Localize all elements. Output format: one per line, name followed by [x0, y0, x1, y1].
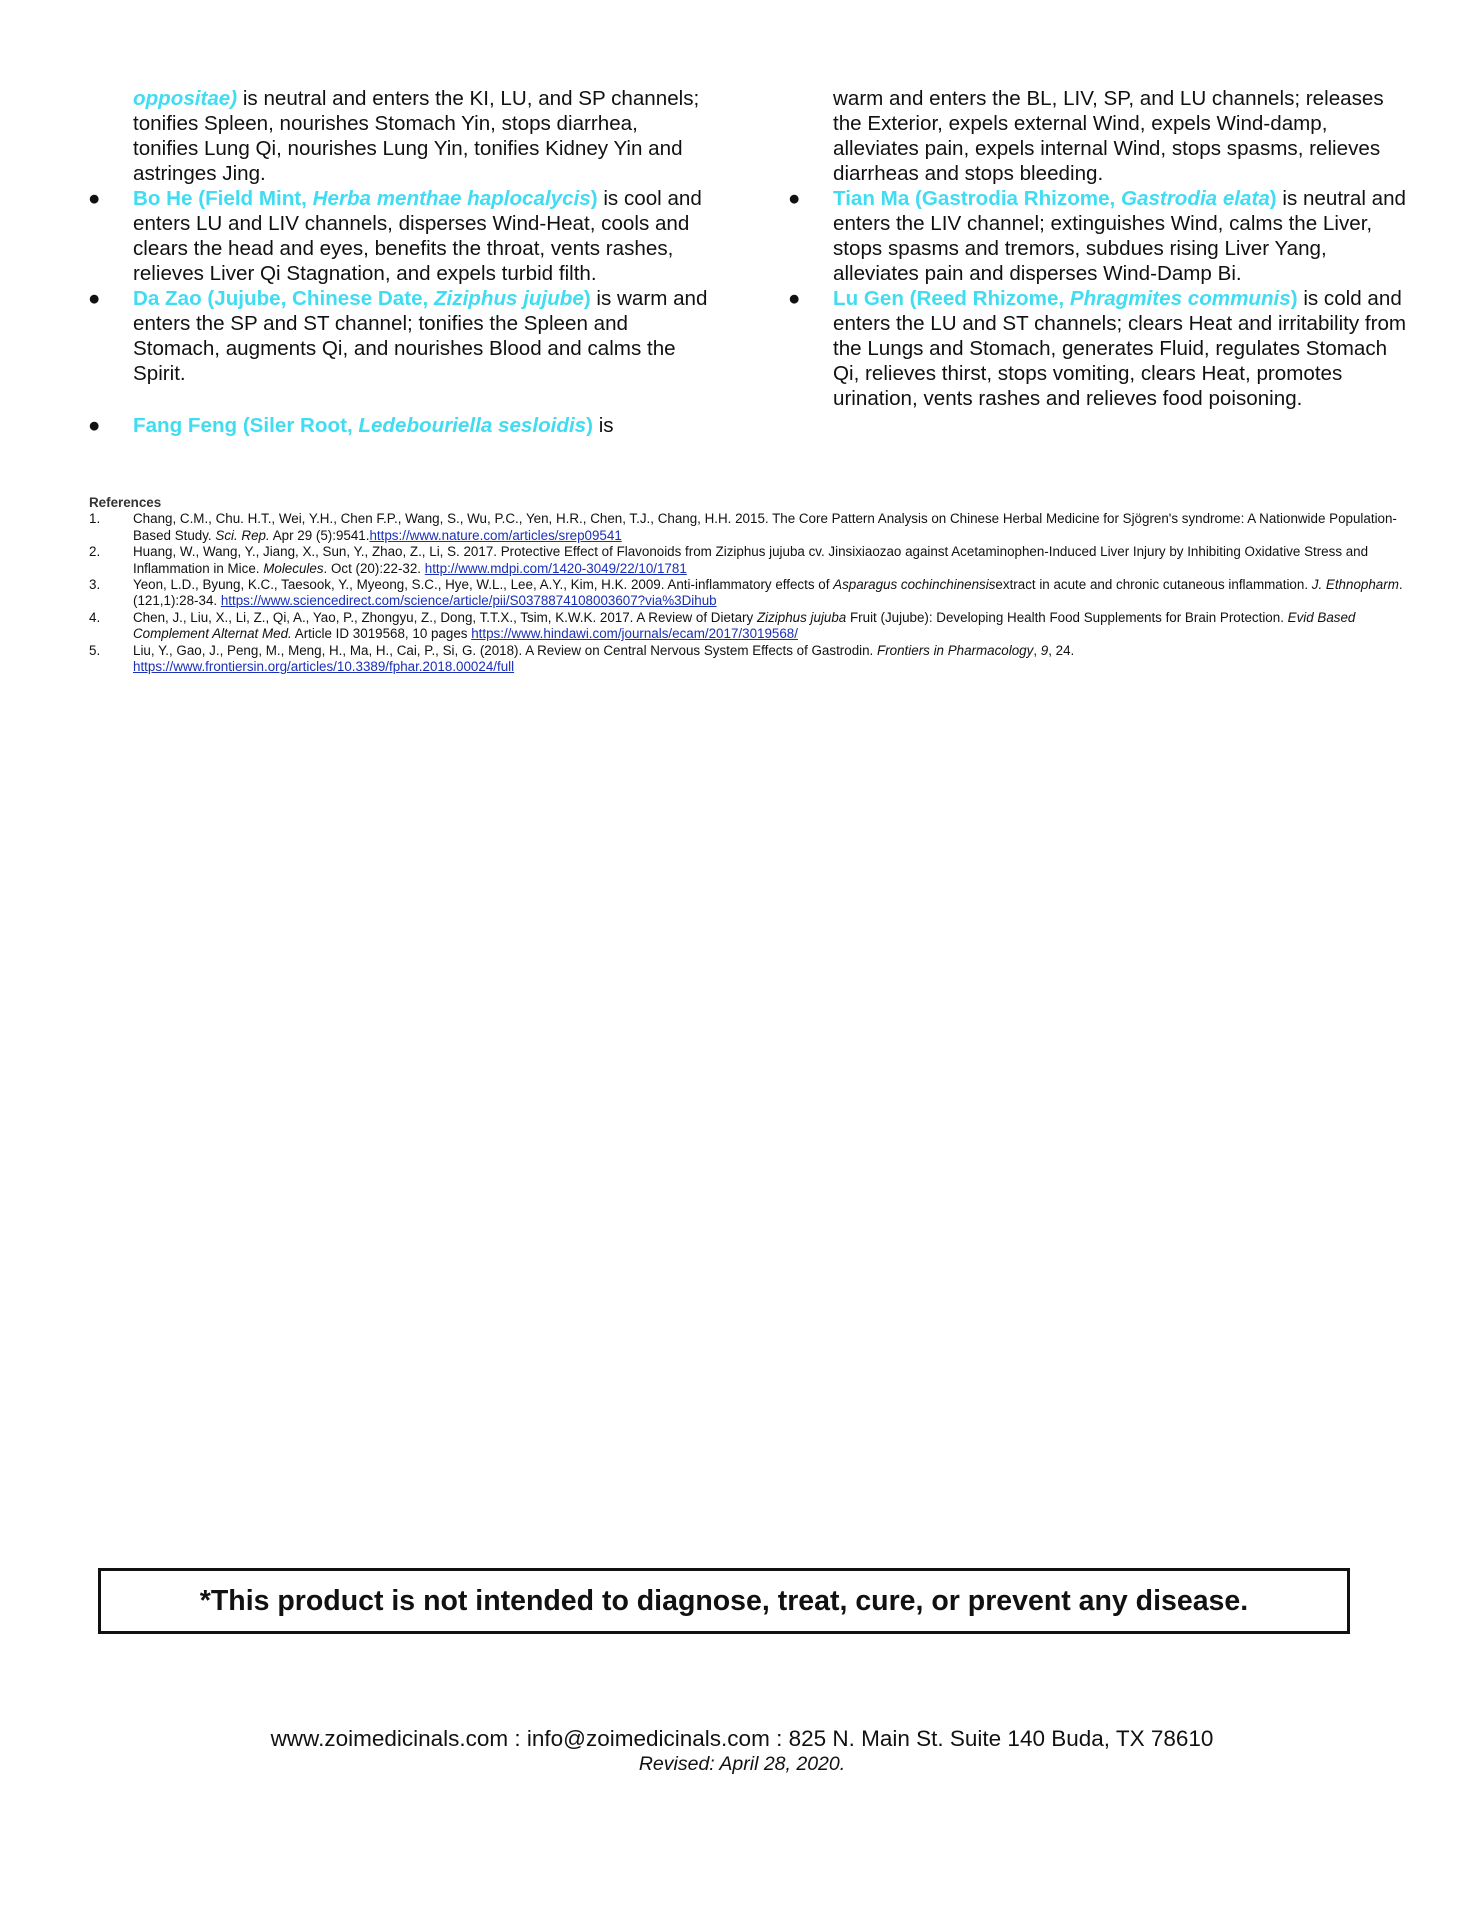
reference-link[interactable]: https://www.frontiersin.org/articles/10.3389/fphar.2018.00024/full — [133, 659, 515, 675]
reference-link[interactable]: https://www.hindawi.com/journals/ecam/2017/3019568/ — [471, 626, 798, 642]
right-column — [788, 86, 1408, 411]
herb-name: Tian Ma (Gastrodia Rhizome, Gastrodia elata) — [833, 187, 1277, 210]
herb-description: is cold and enters the LU and ST channels; clears Heat and irritability from the Lungs and Stomach, generates Fluid, regulates Stomach Qi, relieves thirst, stops vomiting, clears Heat, promotes urination, vents rashes and relieves food poisoning. — [833, 287, 1407, 410]
herb-name: Lu Gen (Reed Rhizome, Phragmites communis) — [833, 287, 1298, 310]
herb-item-fang-feng — [88, 413, 708, 438]
bullet-icon: ● — [88, 187, 101, 210]
reference-link[interactable]: https://www.sciencedirect.com/science/article/pii/S0378874108003607?via%3Dihub — [220, 593, 717, 609]
herb-name: Da Zao (Jujube, Chinese Date, Ziziphus jujube) — [133, 287, 591, 310]
herb-item-da-zao — [88, 286, 708, 386]
bullet-icon: ● — [88, 414, 101, 437]
herb-name: Bo He (Field Mint, Herba menthae haplocalycis) — [133, 187, 598, 210]
herb-item-bo-he — [88, 186, 708, 286]
reference-item: 5. Liu, Y., Gao, J., Peng, M., Meng, H., Ma, H., Cai, P., Si, G. (2018). A Review on Central Nervous System Effects of Gastrodin. Frontiers in Pharmacology, 9, 24. https://www.frontiersin.org/articles/10.3389/fphar.2018.00024/full — [89, 642, 1075, 675]
herb-description: warm and enters the BL, LIV, SP, and LU channels; releases the Exterior, expels external Wind, expels Wind-damp, alleviates pain, expels internal Wind, stops spasms, relieves diarrheas and stops bleeding. — [833, 87, 1384, 185]
reference-link[interactable]: http://www.mdpi.com/1420-3049/22/10/1781 — [424, 560, 687, 576]
reference-number: 2. — [89, 544, 101, 560]
references-title: References — [89, 495, 162, 510]
herb-continuation — [88, 86, 708, 186]
herb-item-tian-ma — [788, 186, 1408, 286]
references-section — [89, 495, 1409, 675]
herb-item-lu-gen — [788, 286, 1408, 411]
left-column — [88, 86, 708, 438]
reference-number: 5. — [89, 642, 101, 658]
herb-continuation — [788, 86, 1408, 186]
herb-description: is — [593, 414, 614, 437]
herb-description: is neutral and enters the LIV channel; extinguishes Wind, calms the Liver, stops spasms and tremors, subdues rising Liver Yang, alleviates pain and disperses Wind-Damp Bi. — [833, 187, 1407, 285]
herb-description: is warm and enters the SP and ST channel; tonifies the Spleen and Stomach, augments Qi, and nourishes Blood and calms the Spirit. — [133, 287, 708, 385]
disclaimer-box — [98, 1568, 1350, 1634]
footer-contact: www.zoimedicinals.com : info@zoimedicinals.com : 825 N. Main St. Suite 140 Buda, TX 78610 — [270, 1726, 1214, 1751]
bullet-icon: ● — [88, 287, 101, 310]
reference-item: 4. Chen, J., Liu, X., Li, Z., Qi, A., Yao, P., Zhongyu, Z., Dong, T.T.X., Tsim, K.W.K. 2017. A Review of Dietary Ziziphus jujuba Fruit (Jujube): Developing Health Food Supplements for Brain Protection. Evid Based Complement Alternat Med. Article ID 3019568, 10 pages https://www.hindawi.com/journals/ecam/2017/3019568/ — [89, 609, 1356, 642]
reference-number: 4. — [89, 609, 101, 625]
spacer — [88, 386, 708, 413]
herb-name-tail: oppositae) — [133, 87, 238, 110]
bullet-icon: ● — [788, 287, 801, 310]
reference-item: 1. Chang, C.M., Chu. H.T., Wei, Y.H., Chen F.P., Wang, S., Wu, P.C., Yen, H.R., Chen, T.J., Chang, H.H. 2015. The Core Pattern Analysis on Chinese Herbal Medicine for Sjögren's syndrome: A Nationwide Population-Based Study. Sci. Rep. Apr 29 (5):9541.https://www.nature.com/articles/srep09541 — [89, 511, 1397, 543]
reference-number: 3. — [89, 577, 101, 593]
reference-link[interactable]: https://www.nature.com/articles/srep09541 — [369, 527, 622, 543]
disclaimer-text: *This product is not intended to diagnose, treat, cure, or prevent any disease. — [199, 1584, 1249, 1617]
reference-item: 2. Huang, W., Wang, Y., Jiang, X., Sun, Y., Zhao, Z., Li, S. 2017. Protective Effect of Flavonoids from Ziziphus jujuba cv. Jinsixiaozao against Acetaminophen-Induced Liver Injury by Inhibiting Oxidative Stress and Inflammation in Mice. Molecules. Oct (20):22-32. http://www.mdpi.com/1420-3049/22/10/1781 — [89, 544, 1369, 576]
footer-revised-date: Revised: April 28, 2020. — [638, 1753, 846, 1775]
herb-description: is cool and enters LU and LIV channels, disperses Wind-Heat, cools and clears the head and eyes, benefits the throat, vents rashes, relieves Liver Qi Stagnation, and expels turbid filth. — [133, 187, 702, 285]
herb-name: Fang Feng (Siler Root, Ledebouriella sesloidis) — [133, 414, 593, 437]
reference-number: 1. — [89, 511, 101, 527]
reference-item: 3. Yeon, L.D., Byung, K.C., Taesook, Y., Myeong, S.C., Hye, W.L., Lee, A.Y., Kim, H.K. 2009. Anti-inflammatory effects of Asparagus cochinchinensisextract in acute and chronic cutaneous inflammation. J. Ethnopharm. (121,1):28-34. https://www.sciencedirect.com/science/article/pii/S0378874108003607?via%3Dihub — [89, 577, 1403, 609]
herb-description: is neutral and enters the KI, LU, and SP channels; tonifies Spleen, nourishes Stomach Yin, stops diarrhea, tonifies Lung Qi, nourishes Lung Yin, tonifies Kidney Yin and astringes Jing. — [133, 87, 700, 185]
bullet-icon: ● — [788, 187, 801, 210]
